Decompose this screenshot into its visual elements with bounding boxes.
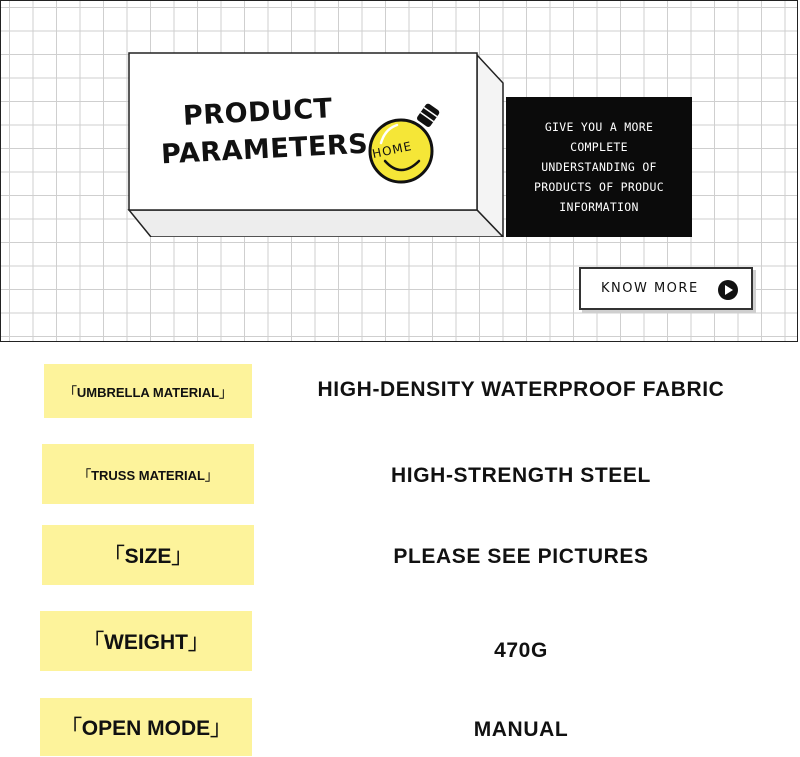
param-row-truss-material (0, 444, 800, 502)
param-row-size (0, 525, 800, 583)
know-more-label: KNOW MORE (601, 281, 699, 296)
param-row-weight (0, 611, 800, 669)
title-line-2: PARAMETERS (160, 128, 369, 171)
play-circle-icon (717, 279, 739, 301)
param-label: 「SIZE」 (42, 525, 254, 585)
banner (0, 0, 798, 342)
title-line-1: PRODUCT (182, 93, 334, 132)
info-text (534, 117, 664, 217)
param-value: 470G (494, 639, 548, 662)
param-value: HIGH-DENSITY WATERPROOF FABRIC (317, 378, 725, 401)
param-value: HIGH-STRENGTH STEEL (391, 464, 651, 487)
know-more-button[interactable] (579, 267, 753, 310)
info-panel (506, 97, 692, 237)
info-line: GIVE YOU A MORE (544, 120, 654, 134)
param-label: 「TRUSS MATERIAL」 (42, 444, 254, 504)
info-line: COMPLETE (570, 140, 628, 154)
param-row-open-mode (0, 698, 800, 756)
param-label: 「WEIGHT」 (40, 611, 252, 671)
param-label: 「UMBRELLA MATERIAL」 (44, 364, 252, 418)
param-label: 「OPEN MODE」 (40, 698, 252, 756)
info-line: PRODUCTS OF PRODUC (533, 180, 665, 194)
param-row-umbrella-material (0, 362, 800, 420)
bulb-label: HOME (370, 138, 414, 162)
info-line: INFORMATION (559, 200, 639, 214)
info-line: UNDERSTANDING OF (541, 160, 657, 174)
param-value: PLEASE SEE PICTURES (393, 545, 649, 568)
param-value: MANUAL (473, 718, 569, 741)
